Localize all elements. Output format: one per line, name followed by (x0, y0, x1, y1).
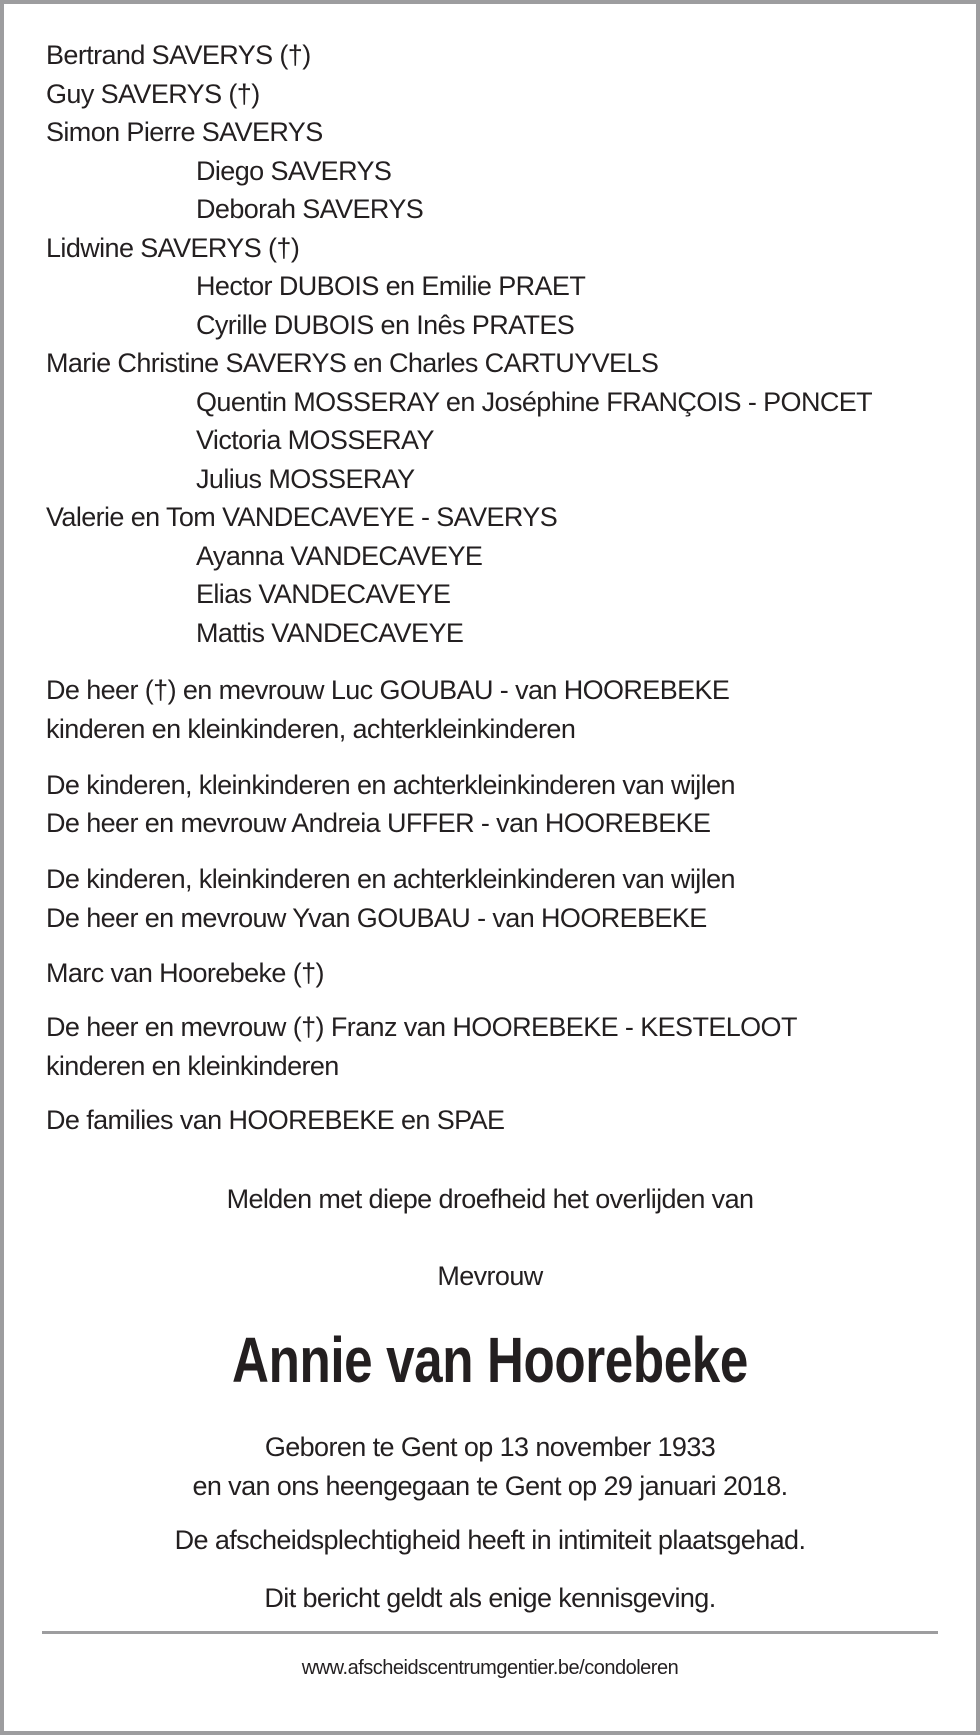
family-member-child: Ayanna VANDECAVEYE (196, 540, 483, 571)
family-member-child: Quentin MOSSERAY en Joséphine FRANÇOIS - PONCET (196, 386, 873, 417)
deceased-name: Annie van Hoorebeke (232, 1324, 748, 1396)
family-member-child: Victoria MOSSERAY (196, 425, 434, 455)
relatives-line: De kinderen, kleinkinderen en achterkleinkinderen van wijlen (46, 770, 735, 800)
notice-line: Dit bericht geldt als enige kennisgeving. (264, 1583, 716, 1613)
condolence-link[interactable]: www.afscheidscentrumgentier.be/condoleren (301, 1657, 679, 1679)
announcement: Melden met diepe droefheid het overlijden van (226, 1184, 754, 1214)
relatives-line: De kinderen, kleinkinderen en achterkleinkinderen van wijlen (46, 864, 735, 894)
family-member-child: Cyrille DUBOIS en Inês PRATES (196, 309, 575, 340)
salutation: Mevrouw (437, 1261, 543, 1291)
birth-line: Geboren te Gent op 13 november 1933 (264, 1432, 716, 1462)
relatives-line: Marc van Hoorebeke (†) (46, 958, 324, 988)
relatives-line: De heer (†) en mevrouw Luc GOUBAU - van HOOREBEKE (46, 675, 730, 705)
family-member: Simon Pierre SAVERYS (46, 117, 323, 147)
family-member: Guy SAVERYS (†) (46, 78, 260, 109)
family-member-child: Deborah SAVERYS (196, 194, 424, 224)
family-member-child: Elias VANDECAVEYE (196, 579, 451, 609)
family-member: Bertrand SAVERYS (†) (46, 40, 311, 70)
relatives-line: De heer en mevrouw Yvan GOUBAU - van HOOREBEKE (46, 903, 707, 933)
family-member: Lidwine SAVERYS (†) (46, 232, 300, 263)
death-line: en van ons heengegaan te Gent op 29 januari 2018. (192, 1471, 788, 1501)
relatives-line: De heer en mevrouw (†) Franz van HOOREBEKE - KESTELOOT (46, 1012, 797, 1042)
family-member: Valerie en Tom VANDECAVEYE - SAVERYS (46, 502, 558, 532)
family-member-child: Diego SAVERYS (196, 155, 392, 186)
ceremony-line: De afscheidsplechtigheid heeft in intimiteit plaatsgehad. (174, 1525, 806, 1555)
relatives-line: kinderen en kleinkinderen (46, 1051, 339, 1081)
family-member-child: Hector DUBOIS en Emilie PRAET (196, 271, 586, 301)
relatives-line: De families van HOOREBEKE en SPAE (46, 1105, 505, 1135)
family-member-child: Julius MOSSERAY (196, 463, 415, 494)
family-member: Marie Christine SAVERYS en Charles CARTUYVELS (46, 348, 659, 378)
divider (42, 1631, 938, 1634)
relatives-line: De heer en mevrouw Andreia UFFER - van HOOREBEKE (46, 808, 711, 838)
relatives-line: kinderen en kleinkinderen, achterkleinkinderen (46, 714, 576, 744)
family-member-child: Mattis VANDECAVEYE (196, 617, 464, 648)
